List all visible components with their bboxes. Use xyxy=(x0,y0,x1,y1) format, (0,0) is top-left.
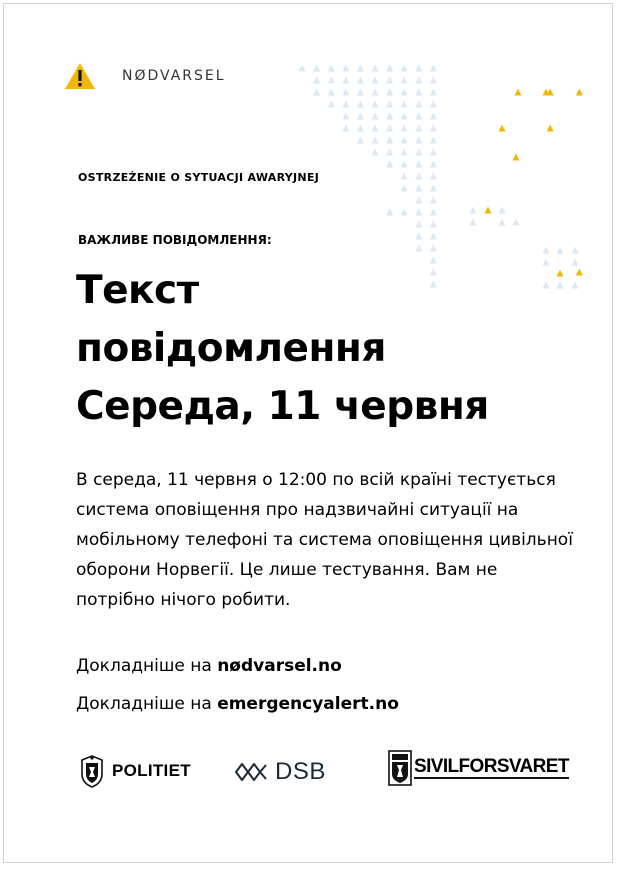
headline-line: повідомлення xyxy=(76,326,386,371)
pattern-triangle xyxy=(386,89,393,96)
pattern-triangle xyxy=(415,209,422,216)
pattern-triangle xyxy=(357,89,364,96)
pattern-triangle xyxy=(328,65,335,72)
pattern-triangle xyxy=(415,125,422,132)
pattern-triangle xyxy=(401,125,408,132)
pattern-triangle xyxy=(372,65,379,72)
accent-triangle xyxy=(515,89,522,96)
pattern-triangle xyxy=(313,77,320,84)
pattern-triangle xyxy=(415,77,422,84)
pattern-triangle xyxy=(357,101,364,108)
pattern-triangle xyxy=(372,89,379,96)
pattern-triangle xyxy=(415,245,422,252)
pattern-triangle xyxy=(430,233,437,240)
pattern-triangle xyxy=(572,247,579,254)
more-info-line xyxy=(76,694,399,714)
pattern-triangle xyxy=(372,101,379,108)
more-info-prefix: Докладніше на xyxy=(76,694,218,714)
pattern-triangle xyxy=(430,89,437,96)
headline xyxy=(76,262,596,436)
pattern-triangle xyxy=(430,113,437,120)
accent-triangle xyxy=(547,125,554,132)
pattern-triangle xyxy=(401,161,408,168)
pattern-triangle xyxy=(328,77,335,84)
pattern-triangle xyxy=(430,137,437,144)
pattern-triangle xyxy=(415,233,422,240)
pattern-triangle xyxy=(430,173,437,180)
pattern-triangle xyxy=(386,137,393,144)
pattern-triangle xyxy=(470,207,477,214)
pattern-triangle xyxy=(430,101,437,108)
politiet-logo xyxy=(78,754,191,788)
pattern-triangle xyxy=(401,101,408,108)
more-info-link[interactable]: nødvarsel.no xyxy=(217,656,342,676)
headline-line: Текст xyxy=(76,268,199,313)
pattern-triangle xyxy=(386,209,393,216)
pattern-triangle xyxy=(430,125,437,132)
pattern-triangle xyxy=(415,197,422,204)
pattern-triangle xyxy=(499,219,506,226)
pattern-triangle xyxy=(386,101,393,108)
pattern-triangle xyxy=(430,209,437,216)
headline-line: Середа, 11 червня xyxy=(76,384,489,429)
pattern-triangle xyxy=(401,173,408,180)
brand-header xyxy=(64,62,226,90)
pattern-triangle xyxy=(415,161,422,168)
pattern-triangle xyxy=(386,125,393,132)
pattern-triangle xyxy=(328,89,335,96)
pattern-triangle xyxy=(415,65,422,72)
important-message-label: ВАЖЛИВЕ ПОВІДОМЛЕННЯ: xyxy=(78,233,272,247)
pattern-triangle xyxy=(415,221,422,228)
pattern-triangle xyxy=(415,101,422,108)
pattern-triangle xyxy=(430,161,437,168)
pattern-triangle xyxy=(342,65,349,72)
pattern-triangle xyxy=(470,219,477,226)
pattern-triangle xyxy=(401,77,408,84)
pattern-triangle xyxy=(430,77,437,84)
dsb-logo xyxy=(233,758,326,786)
brand-label: NØDVARSEL xyxy=(122,68,226,84)
pattern-triangle xyxy=(543,247,550,254)
pattern-triangle xyxy=(401,65,408,72)
pattern-triangle xyxy=(386,65,393,72)
pattern-triangle xyxy=(513,219,520,226)
pattern-triangle xyxy=(415,185,422,192)
pattern-triangle xyxy=(342,101,349,108)
pattern-triangle xyxy=(430,149,437,156)
logo-row xyxy=(0,740,618,800)
pattern-triangle xyxy=(386,77,393,84)
dsb-mark-icon xyxy=(233,759,269,785)
accent-triangle xyxy=(485,207,492,214)
pattern-triangle xyxy=(386,149,393,156)
pattern-triangle xyxy=(372,125,379,132)
pattern-triangle xyxy=(299,65,306,72)
dsb-wordmark: DSB xyxy=(275,758,326,785)
pattern-triangle xyxy=(415,137,422,144)
alert-kicker: OSTRZEŻENIE O SYTUACJI AWARYJNEJ xyxy=(78,171,320,184)
pattern-triangle xyxy=(342,89,349,96)
pattern-triangle xyxy=(328,101,335,108)
more-info-line xyxy=(76,656,342,676)
accent-triangle xyxy=(513,154,520,161)
pattern-triangle xyxy=(386,161,393,168)
pattern-triangle xyxy=(415,89,422,96)
pattern-triangle xyxy=(342,77,349,84)
pattern-triangle xyxy=(372,77,379,84)
more-info-link[interactable]: emergencyalert.no xyxy=(217,694,399,714)
message-body: В середа, 11 червня о 12:00 по всій країні тестується система оповіщення про надзвичайні ситуації на мобільному телефоні та система оповіщення цивільної оборони Норвегії. Це лише тестування. Вам не потрібно нічого робити. xyxy=(76,470,573,610)
more-info-prefix: Докладніше на xyxy=(76,656,218,676)
pattern-triangle xyxy=(401,185,408,192)
pattern-triangle xyxy=(313,65,320,72)
pattern-triangle xyxy=(430,185,437,192)
pattern-triangle xyxy=(372,149,379,156)
civil-defence-crest-icon xyxy=(388,750,412,786)
pattern-triangle xyxy=(372,137,379,144)
pattern-triangle xyxy=(415,113,422,120)
pattern-triangle xyxy=(401,113,408,120)
sivilforsvaret-logo xyxy=(388,750,569,786)
pattern-triangle xyxy=(357,113,364,120)
accent-triangle xyxy=(499,125,506,132)
pattern-triangle xyxy=(357,77,364,84)
pattern-triangle xyxy=(430,197,437,204)
pattern-triangle xyxy=(415,149,422,156)
pattern-triangle xyxy=(313,89,320,96)
pattern-triangle xyxy=(430,245,437,252)
pattern-triangle xyxy=(430,221,437,228)
accent-triangle xyxy=(576,89,583,96)
pattern-triangle xyxy=(342,113,349,120)
pattern-triangle xyxy=(372,113,379,120)
pattern-triangle xyxy=(357,65,364,72)
pattern-triangle xyxy=(415,173,422,180)
politiet-wordmark: POLITIET xyxy=(112,761,191,780)
pattern-triangle xyxy=(342,125,349,132)
police-crest-icon xyxy=(78,754,106,788)
pattern-triangle xyxy=(430,65,437,72)
pattern-triangle xyxy=(357,137,364,144)
warning-triangle-icon xyxy=(64,62,96,90)
pattern-triangle xyxy=(401,209,408,216)
pattern-triangle xyxy=(357,125,364,132)
pattern-triangle xyxy=(401,137,408,144)
pattern-triangle xyxy=(386,113,393,120)
pattern-triangle xyxy=(401,149,408,156)
sivilforsvaret-wordmark: SIVILFORSVARET xyxy=(414,756,569,777)
pattern-triangle xyxy=(401,89,408,96)
pattern-triangle xyxy=(499,207,506,214)
pattern-triangle xyxy=(557,247,564,254)
